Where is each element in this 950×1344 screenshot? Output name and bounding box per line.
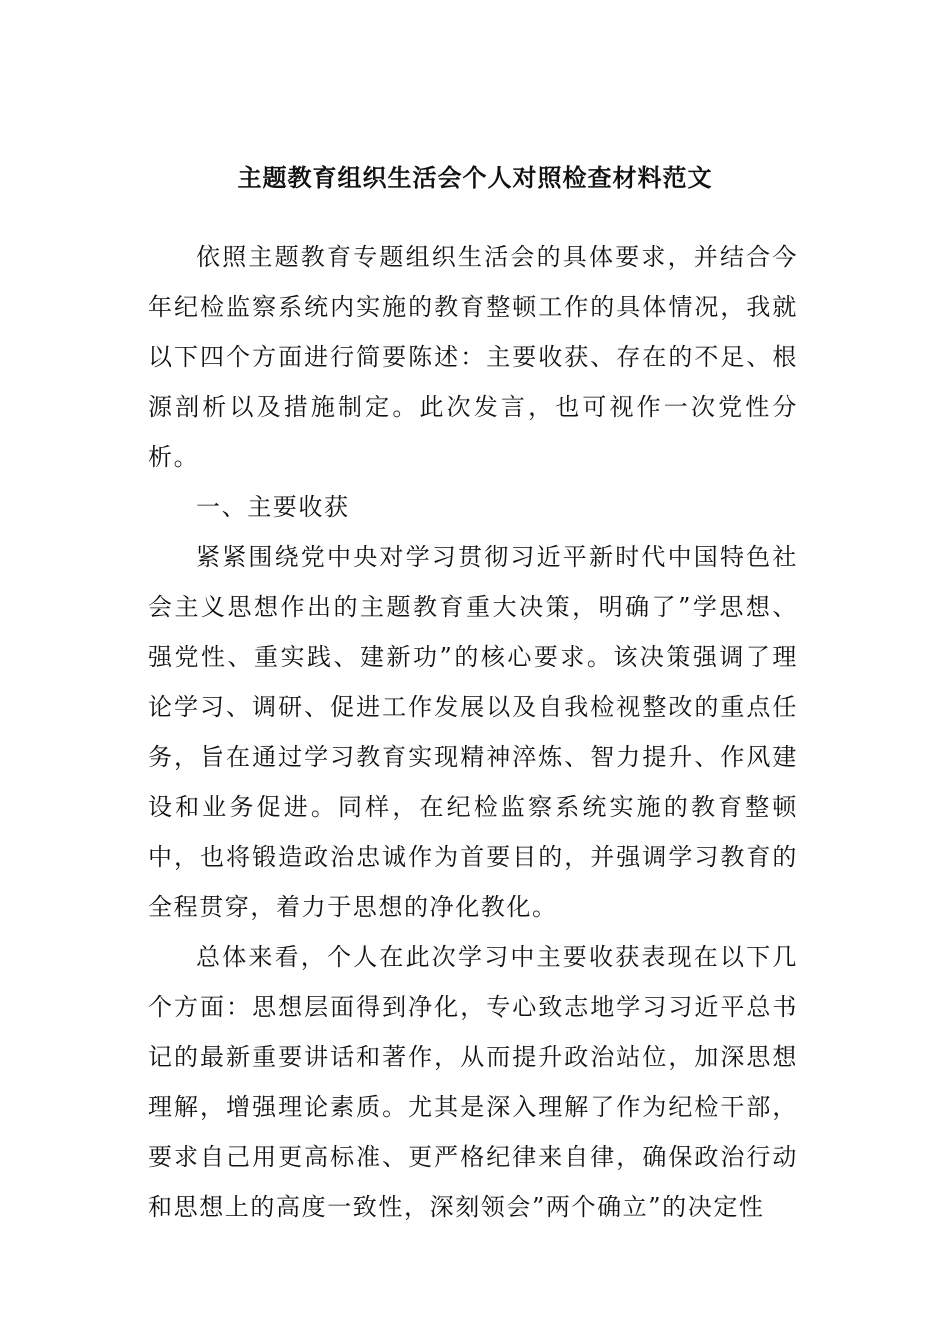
paragraph-decision: 紧紧围绕党中央对学习贯彻习近平新时代中国特色社会主义思想作出的主题教育重大决策，明确了”学思想、强党性、重实践、建新功”的核心要求。该决策强调了理论学习、调研、促进工作发展以及自我检视整改的重点任务，旨在通过学习教育实现精神淬炼、智力提升、作风建设和业务促进。同样，在纪检监察系统实施的教育整顿中，也将锻造政治忠诚作为首要目的，并强调学习教育的全程贯穿，着力于思想的净化教化。: [148, 543, 798, 921]
document-title: 主题教育组织生活会个人对照检查材料范文: [237, 163, 713, 192]
paragraph-personal-gains: 总体来看，个人在此次学习中主要收获表现在以下几个方面：思想层面得到净化，专心致志地学习习近平总书记的最新重要讲话和著作，从而提升政治站位，加深思想理解，增强理论素质。尤其是深入理解了作为纪检干部，要求自己用更高标准、更严格纪律来自律，确保政治行动和思想上的高度一致性，深刻领会”两个确立”的决定性: [148, 943, 798, 1221]
document-body: [148, 232, 798, 1232]
paragraph-intro: 依照主题教育专题组织生活会的具体要求，并结合今年纪检监察系统内实施的教育整顿工作的具体情况，我就以下四个方面进行简要陈述：主要收获、存在的不足、根源剖析以及措施制定。此次发言，也可视作一次党性分析。: [148, 243, 798, 471]
section-heading-main-gains: 一、主要收获: [196, 493, 350, 521]
